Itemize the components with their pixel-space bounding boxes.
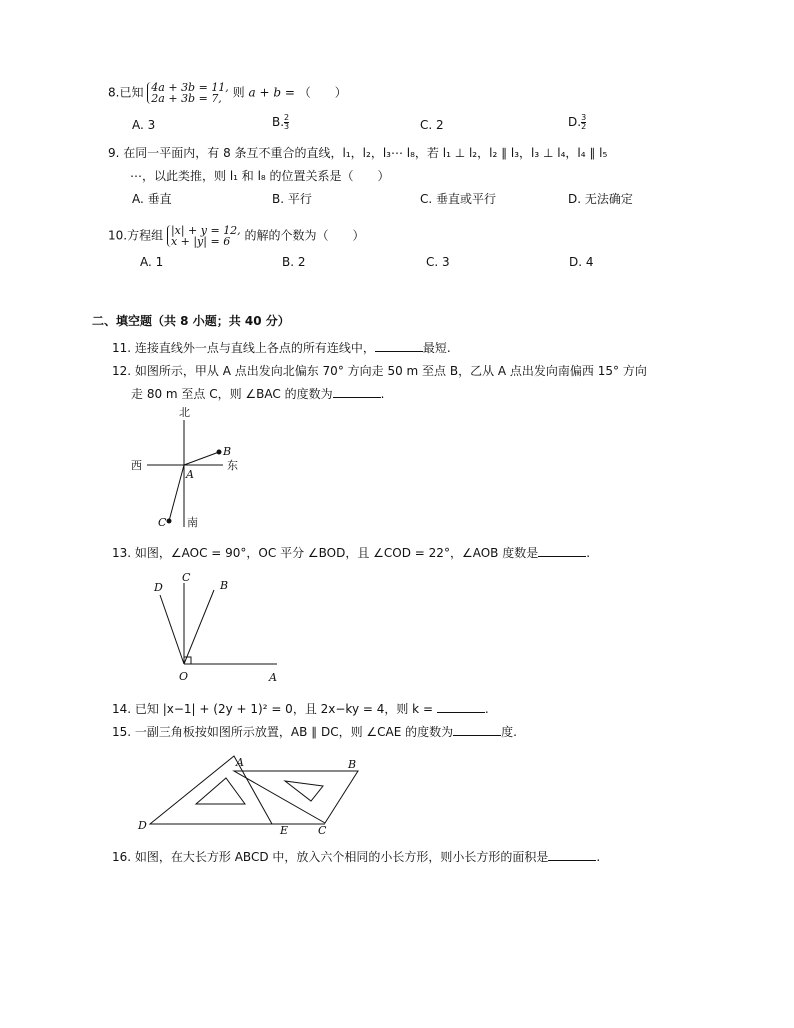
q16-text (112, 849, 600, 865)
q8-b-denominator: 3 (284, 122, 290, 131)
q9-option-a: A. 垂直 (132, 192, 172, 206)
q8-prefix: 已知 (119, 85, 144, 100)
q13-suffix: . (586, 546, 591, 560)
q10-option-b: B. 2 (282, 255, 306, 269)
q9-line1: 9. 在同一平面内，有 8 条互不重合的直线，l₁，l₂，l₃⋯ l₈，若 l₁ ⊥ l₂，l₂ ∥ l₃，l₃ ⊥ l₄，l₄ ∥ l₅ (108, 146, 608, 160)
q12-point-b: B (223, 445, 232, 458)
q8-mid: 则 (232, 85, 245, 100)
q13-stem: 13. 如图，∠AOC = 90°，OC 平分 ∠BOD，且 ∠COD = 22°，∠AOB 度数是 (112, 546, 539, 560)
q15-point-e: E (280, 824, 289, 837)
q12-point-a: A (186, 468, 194, 481)
q10-prefix: 方程组 (127, 228, 164, 243)
q12-suffix: . (380, 387, 385, 401)
q8-option-c: C. 2 (420, 118, 444, 132)
q15-stem: 15. 一副三角板按如图所示放置，AB ∥ DC，则 ∠CAE 的度数为 (112, 725, 454, 739)
q15-point-a: A (236, 756, 244, 769)
q10-option-c: C. 3 (426, 255, 450, 269)
q9-option-d: D. 无法确定 (568, 192, 633, 206)
q8-paren: （ ） (298, 85, 347, 100)
q13-point-d: D (154, 581, 163, 594)
section2-title: 二、填空题（共 8 小题；共 40 分） (92, 314, 290, 328)
q12-line1: 12. 如图所示，甲从 A 点出发向北偏东 70° 方向走 50 m 至点 B，乙从 A 点出发向南偏西 15° 方向 (112, 364, 647, 378)
q10-number: 10. (108, 228, 128, 243)
q8-number: 8. (108, 85, 120, 100)
q10-eq1: |x| + y = 12, (170, 224, 241, 237)
q11-suffix: 最短. (422, 341, 451, 355)
q8-option-d-label: D. (568, 115, 582, 129)
q10-option-a: A. 1 (140, 255, 164, 269)
q9-option-c: C. 垂直或平行 (420, 192, 497, 206)
q15-point-b: B (348, 758, 357, 771)
q14-stem: 14. 已知 |x−1| + (2y + 1)² = 0，且 2x−ky = 4，则 k = (112, 702, 434, 716)
q8-d-numerator: 3 (581, 113, 587, 122)
q14-suffix: . (484, 702, 489, 716)
q8-eq1: 4a + 3b = 11, (151, 81, 229, 94)
q10-eq2: x + |y| = 6 (170, 235, 231, 248)
q12-stem: 走 80 m 至点 C，则 ∠BAC 的度数为 (131, 387, 333, 401)
q16-answer-blank[interactable] (548, 849, 596, 861)
q9-option-b: B. 平行 (272, 192, 312, 206)
q10-suffix: 的解的个数为（ ） (244, 228, 365, 243)
q15-suffix: 度. (501, 725, 517, 739)
q13-point-o: O (179, 670, 189, 683)
q12-point-c: C (158, 516, 167, 529)
q9-line2: ⋯，以此类推，则 l₁ 和 l₈ 的位置关系是（ ） (130, 169, 390, 183)
q8-option-a: A. 3 (132, 118, 156, 132)
q8-option-b-label: B. (272, 115, 285, 129)
q8-b-numerator: 2 (284, 113, 290, 122)
q12-north-label: 北 (179, 406, 190, 419)
q12-east-label: 东 (227, 459, 238, 472)
q15-point-d: D (138, 819, 147, 832)
q12-west-label: 西 (131, 459, 142, 472)
q13-point-a: A (269, 671, 277, 684)
q16-stem: 16. 如图，在大长方形 ABCD 中，放入六个相同的小长方形，则小长方形的面积是 (112, 850, 549, 864)
q15-point-c: C (318, 824, 327, 837)
q8-eq2: 2a + 3b = 7, (151, 92, 222, 105)
q16-suffix: . (596, 850, 601, 864)
q10-option-d: D. 4 (569, 255, 594, 269)
q8-d-denominator: 2 (581, 122, 587, 131)
q13-point-b: B (220, 579, 229, 592)
q11-stem: 11. 连接直线外一点与直线上各点的所有连线中， (112, 341, 375, 355)
q8-expr: a + b = (248, 85, 295, 100)
q13-point-c: C (182, 571, 191, 584)
q12-south-label: 南 (187, 516, 198, 529)
